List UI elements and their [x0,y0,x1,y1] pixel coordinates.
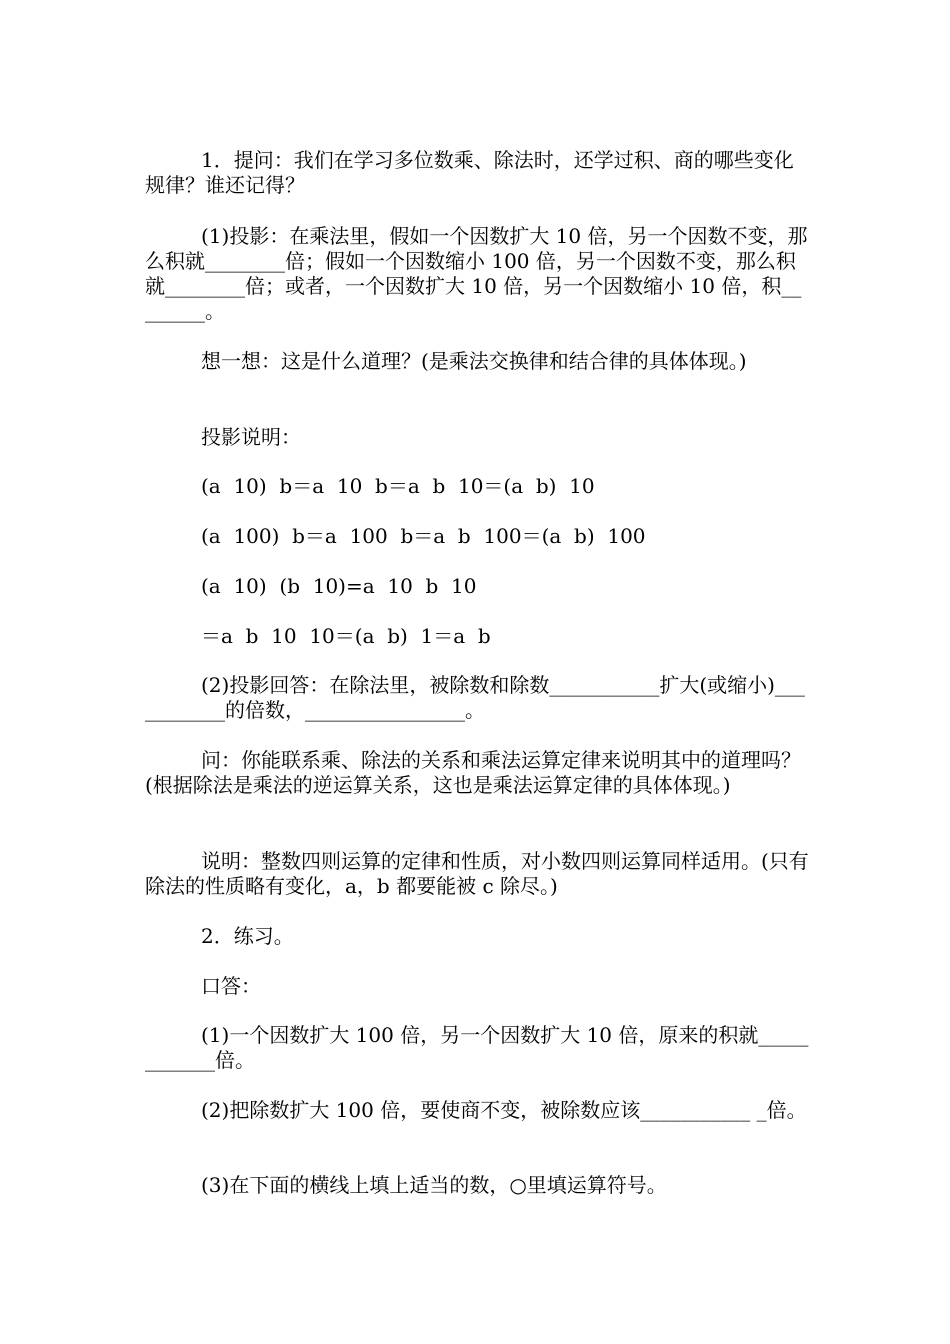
paragraph-question-1: 1．提问：我们在学习多位数乘、除法时，还学过积、商的哪些变化规律？谁还记得？ [145,148,794,197]
exercise-1: (1)一个因数扩大 100 倍，另一个因数扩大 10 倍，原来的积就____________倍。 [145,1023,809,1072]
paragraph-ask: 问：你能联系乘、除法的关系和乘法运算定律来说明其中的道理吗？(根据除法是乘法的逆运算关系，这也是乘法运算定律的具体体现。) [145,748,801,797]
formula-line-2: (a 100) b＝a 100 b＝a b 100＝(a b) 100 [201,524,646,548]
exercise-3: (3)在下面的横线上填上适当的数，○里填运算符号。 [201,1173,667,1197]
paragraph-think: 想一想：这是什么道理？(是乘法交换律和结合律的具体体现。) [201,349,747,373]
paragraph-projection-1: (1)投影：在乘法里，假如一个因数扩大 10 倍，另一个因数不变，那么积就________倍；假如一个因数缩小 100 倍，另一个因数不变，那么积就________倍；或者，一个因数扩大 10 倍，另一个因数缩小 10 倍，积________。 [145,224,808,323]
formula-line-1: (a 10) b＝a 10 b＝a b 10＝(a b) 10 [201,474,595,498]
formula-line-3: (a 10) (b 10)=a 10 b 10 [201,574,477,598]
formula-line-4: ＝a b 10 10＝(a b) 1＝a b [201,624,491,648]
paragraph-projection-2: (2)投影回答：在除法里，被除数和除数___________扩大(或缩小)___________的倍数，________________。 [145,673,805,722]
paragraph-explanation: 说明：整数四则运算的定律和性质，对小数四则运算同样适用。(只有除法的性质略有变化，a，b 都要能被 c 除尽。) [145,849,809,898]
paragraph-oral-answer: 口答： [201,974,261,998]
exercise-2: (2)把除数扩大 100 倍，要使商不变，被除数应该___________ _倍。 [201,1098,807,1122]
paragraph-projection-note: 投影说明： [201,425,301,449]
section-practice-heading: 2．练习。 [201,924,294,948]
